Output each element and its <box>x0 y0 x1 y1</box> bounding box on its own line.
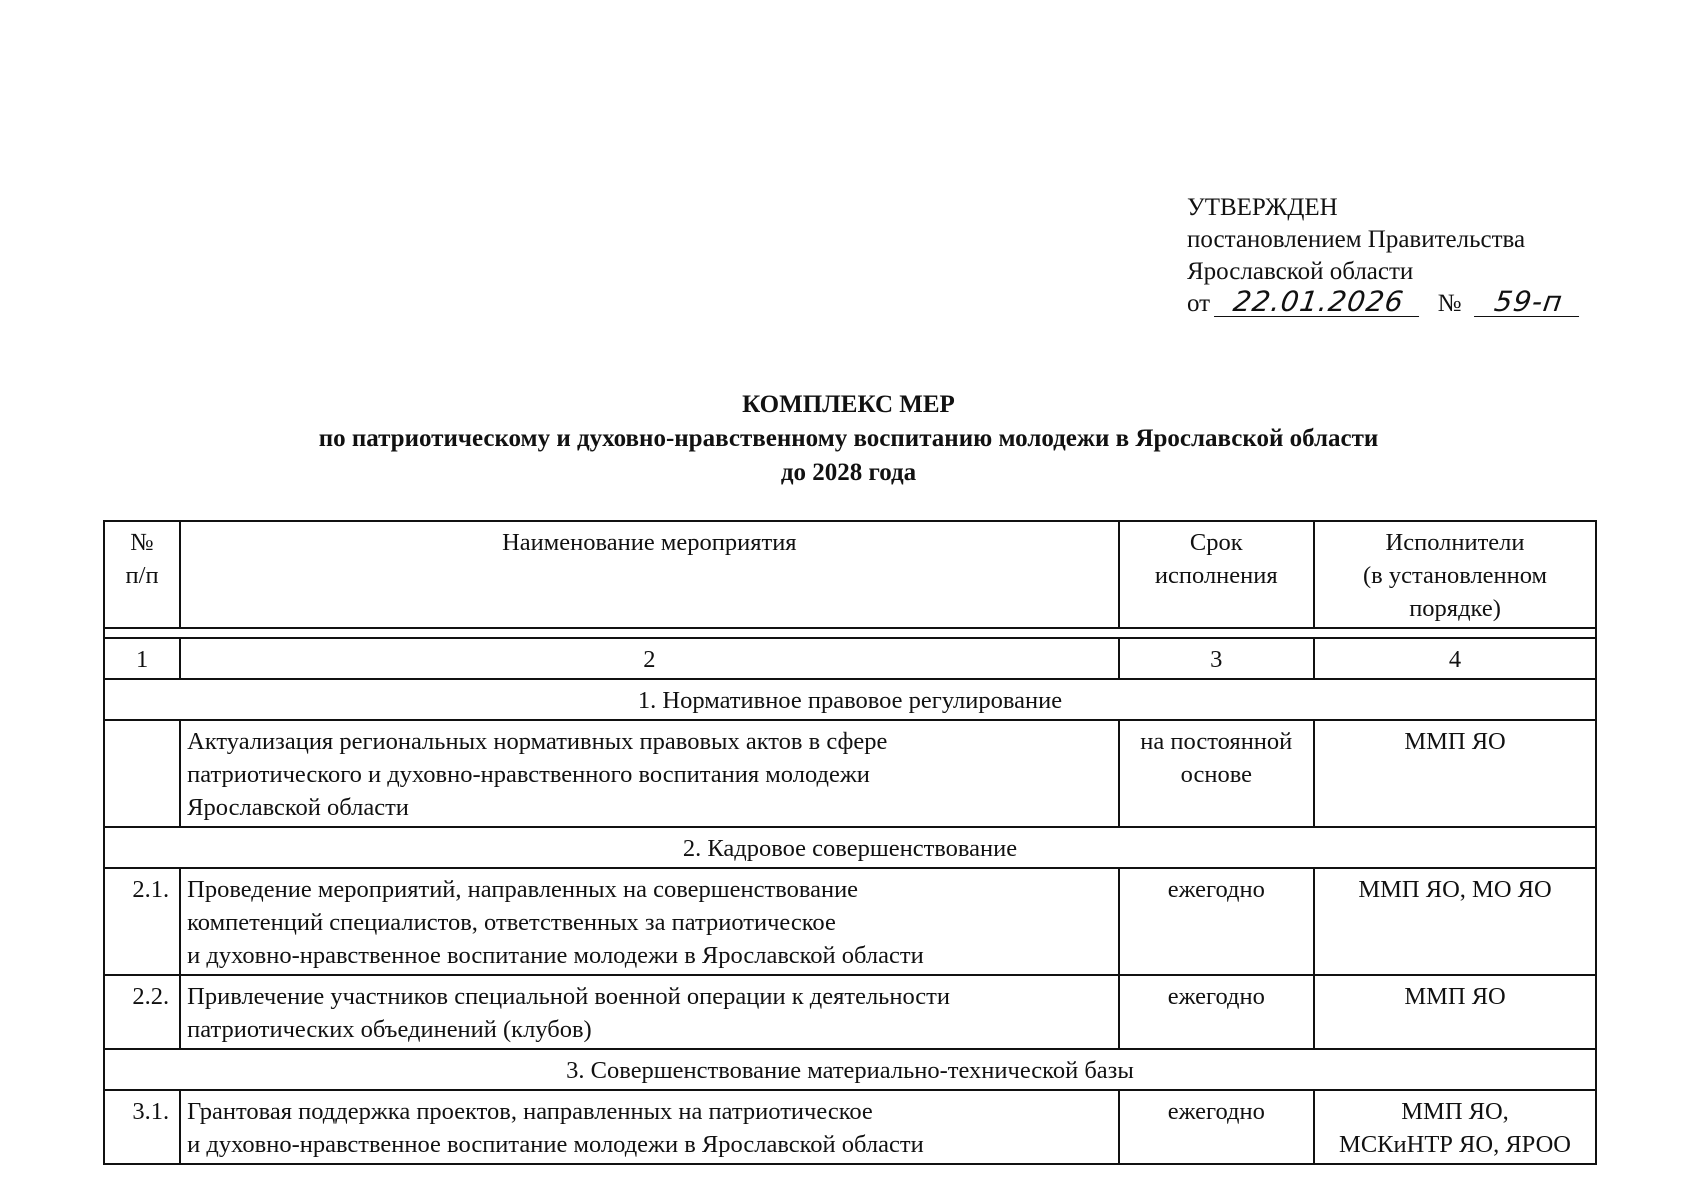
row-number: 3.1. <box>104 1090 180 1164</box>
row-name: Привлечение участников специальной военной операции к деятельности патриотических объединений (клубов) <box>180 975 1118 1049</box>
row-name: Проведение мероприятий, направленных на совершенствование компетенций специалистов, ответственных за патриотическое и духовно-нравственное воспитание молодежи в Ярославской области <box>180 868 1118 975</box>
handwritten-date: 22.01.2026 <box>1214 288 1423 317</box>
row-executors: ММП ЯО <box>1314 720 1596 827</box>
table-row <box>104 720 1596 827</box>
section-title-1: 1. Нормативное правовое регулирование <box>104 679 1596 720</box>
row-number: 2.2. <box>104 975 180 1049</box>
title-line-2: по патриотическому и духовно-нравственному воспитанию молодежи в Ярославской области <box>318 425 1379 452</box>
header-name: Наименование мероприятия <box>180 521 1118 628</box>
column-number-4: 4 <box>1314 638 1596 679</box>
section-title-3: 3. Совершенствование материально-технической базы <box>104 1049 1596 1090</box>
table-header-row <box>104 521 1596 628</box>
header-gap <box>104 628 1596 638</box>
row-executors: ММП ЯО, МО ЯО <box>1314 868 1596 975</box>
row-number: 2.1. <box>104 868 180 975</box>
row-name: Грантовая поддержка проектов, направленных на патриотическое и духовно-нравственное воспитание молодежи в Ярославской области <box>180 1090 1118 1164</box>
approved-label: УТВЕРЖДЕН <box>1187 194 1338 221</box>
row-number <box>104 720 180 827</box>
measures-table-body <box>104 521 1596 1164</box>
row-name: Актуализация региональных нормативных правовых актов в сфере патриотического и духовно-нравственного воспитания молодежи Ярославской области <box>180 720 1118 827</box>
title-line-3: до 2028 года <box>780 459 917 486</box>
document-title <box>0 388 1697 490</box>
approved-region-line: Ярославской области <box>1187 258 1414 285</box>
section-row <box>104 827 1596 868</box>
section-title-2: 2. Кадровое совершенствование <box>104 827 1596 868</box>
handwritten-number: 59-п <box>1474 288 1583 317</box>
table-row <box>104 868 1596 975</box>
header-num: № п/п <box>104 521 180 628</box>
column-number-row <box>104 638 1596 679</box>
row-term: ежегодно <box>1119 975 1315 1049</box>
approval-date-number-line <box>1187 285 1581 320</box>
section-row <box>104 1049 1596 1090</box>
column-number-2: 2 <box>180 638 1118 679</box>
date-prefix: от <box>1187 290 1211 317</box>
measures-table <box>103 520 1597 1165</box>
row-executors: ММП ЯО, МСКиНТР ЯО, ЯРОО <box>1314 1090 1596 1164</box>
number-sign: № <box>1437 290 1462 317</box>
header-executors: Исполнители (в установленном порядке) <box>1314 521 1596 628</box>
approved-by-line: постановлением Правительства <box>1187 226 1526 253</box>
table-row <box>104 975 1596 1049</box>
section-row <box>104 679 1596 720</box>
approval-stamp <box>1187 192 1581 320</box>
table-row <box>104 1090 1596 1164</box>
row-term: ежегодно <box>1119 868 1315 975</box>
column-number-1: 1 <box>104 638 180 679</box>
title-line-1: КОМПЛЕКС МЕР <box>742 391 955 418</box>
row-term: ежегодно <box>1119 1090 1315 1164</box>
row-term: на постоянной основе <box>1119 720 1315 827</box>
header-term: Срок исполнения <box>1119 521 1315 628</box>
column-number-3: 3 <box>1119 638 1315 679</box>
row-executors: ММП ЯО <box>1314 975 1596 1049</box>
header-gap-cell <box>104 628 1596 638</box>
